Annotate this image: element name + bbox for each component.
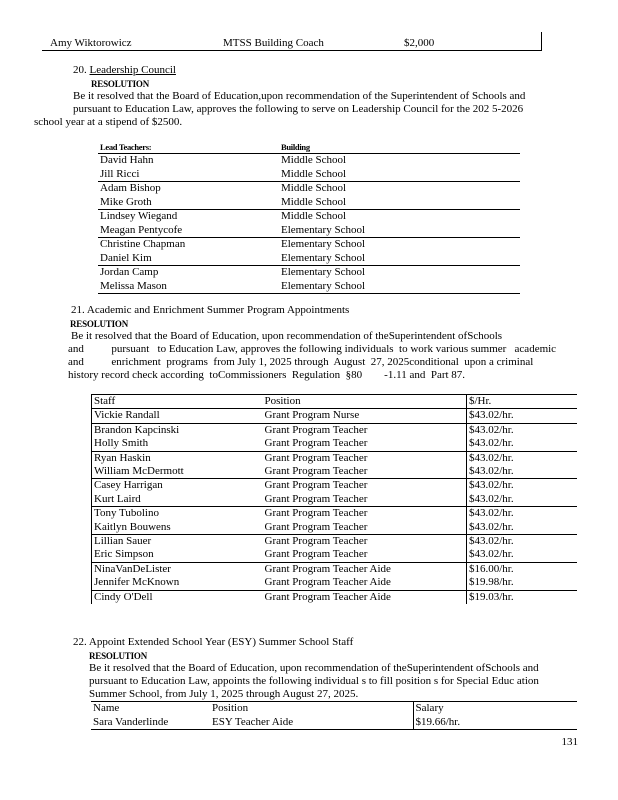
table-row bbox=[98, 266, 520, 280]
cell-staff: Brandon Kapcinski bbox=[94, 423, 180, 436]
table-header-row bbox=[92, 395, 578, 409]
cell-staff: Lillian Sauer bbox=[94, 535, 152, 548]
cell-position: Grant Program Teacher Aide bbox=[264, 562, 391, 575]
cell-position: ESY Teacher Aide bbox=[212, 715, 294, 728]
cell-name: Lindsey Wiegand bbox=[100, 210, 178, 222]
header-position: Position bbox=[263, 395, 467, 409]
section-20-heading bbox=[73, 64, 176, 78]
cell-building: Middle School bbox=[281, 154, 347, 166]
continuation-table-row bbox=[42, 36, 542, 51]
cell-rate: $43.02/hr. bbox=[467, 493, 578, 507]
cell-staff: Tony Tubolino bbox=[94, 507, 159, 520]
esy-staff-table bbox=[91, 701, 577, 730]
cell-rate: $43.02/hr. bbox=[467, 465, 578, 479]
cell-position: Grant Program Teacher Aide bbox=[263, 576, 467, 590]
table-row bbox=[92, 479, 578, 493]
cell-name: Christine Chapman bbox=[100, 238, 186, 250]
cell-building: Middle School bbox=[279, 196, 520, 210]
cell-building: Elementary School bbox=[281, 238, 366, 250]
cell-rate: $43.02/hr. bbox=[467, 423, 578, 437]
cell-rate: $43.02/hr. bbox=[467, 437, 578, 451]
leadership-council-table bbox=[98, 142, 520, 294]
section-number: 20. bbox=[73, 64, 87, 76]
cell-position: Grant Program Teacher bbox=[264, 423, 368, 436]
cell-position: Grant Program Teacher bbox=[263, 521, 467, 535]
cell-name: Meagan Pentycofe bbox=[98, 224, 279, 238]
cell-name: Melissa Mason bbox=[98, 280, 279, 294]
cell-rate: $43.02/hr. bbox=[467, 479, 578, 493]
resolution-text-line: history record check according toCommissioners Regulation §80 -1.11 and Part 87. bbox=[68, 369, 466, 381]
cell-name: Jill Ricci bbox=[98, 168, 279, 182]
header-lead-teachers: Lead Teachers: bbox=[98, 142, 279, 154]
section-22-heading: 22. Appoint Extended School Year (ESY) Summer School Staff bbox=[73, 636, 354, 648]
resolution-text-line: and pursuant to Education Law, approves the following individuals to work various summer academic bbox=[68, 343, 557, 355]
table-row bbox=[92, 451, 578, 465]
cell-staff: Eric Simpson bbox=[92, 548, 263, 562]
cell-position: Grant Program Teacher bbox=[263, 493, 467, 507]
cell-rate: $43.02/hr. bbox=[467, 535, 578, 549]
cell-building: Elementary School bbox=[279, 252, 520, 266]
table-header-row bbox=[98, 142, 520, 154]
page-number: 131 bbox=[561, 736, 578, 748]
cell-building: Elementary School bbox=[279, 280, 520, 294]
table-row bbox=[92, 409, 578, 423]
cell-staff: Jennifer McKnown bbox=[92, 576, 263, 590]
cell-staff: Casey Harrigan bbox=[94, 479, 163, 492]
cell-name: Jordan Camp bbox=[100, 266, 159, 278]
table-row bbox=[92, 521, 578, 535]
table-row bbox=[98, 238, 520, 252]
cell-position: Grant Program Teacher Aide bbox=[264, 590, 391, 603]
cell-rate: $43.02/hr. bbox=[467, 451, 578, 465]
header-staff: Staff bbox=[92, 395, 263, 409]
cell-staff: NinaVanDeLister bbox=[94, 562, 171, 575]
table-row bbox=[92, 423, 578, 437]
cell-building: Elementary School bbox=[281, 266, 366, 278]
cell-name: Adam Bishop bbox=[100, 182, 161, 194]
table-row bbox=[92, 493, 578, 507]
resolution-label: RESOLUTION bbox=[70, 318, 129, 330]
staff-position: MTSS Building Coach bbox=[223, 37, 324, 49]
header-position: Position bbox=[212, 702, 249, 714]
cell-position: Grant Program Teacher bbox=[264, 535, 368, 548]
staff-name: Amy Wiktorowicz bbox=[50, 37, 132, 49]
table-row bbox=[98, 280, 520, 294]
table-row bbox=[91, 716, 577, 730]
table-row bbox=[92, 437, 578, 451]
header-rate: $/Hr. bbox=[467, 395, 578, 409]
cell-position: Grant Program Teacher bbox=[264, 507, 368, 520]
cell-staff: Cindy O'Dell bbox=[94, 590, 153, 603]
table-row bbox=[98, 168, 520, 182]
table-row bbox=[92, 507, 578, 521]
cell-rate: $19.98/hr. bbox=[467, 576, 578, 590]
cell-staff: Holly Smith bbox=[92, 437, 263, 451]
cell-building: Middle School bbox=[279, 168, 520, 182]
table-row bbox=[92, 590, 578, 604]
cell-name: Sara Vanderlinde bbox=[93, 715, 169, 728]
table-header-row bbox=[91, 702, 577, 716]
table-row bbox=[98, 224, 520, 238]
resolution-text-line: Summer School, from July 1, 2025 through August 27, 2025. bbox=[89, 688, 359, 700]
header-name: Name bbox=[93, 702, 120, 714]
cell-rate: $43.02/hr. bbox=[467, 521, 578, 535]
resolution-text-line: pursuant to Education Law, approves the following to serve on Leadership Council for the 202 5-2026 bbox=[73, 103, 524, 115]
cell-position: Grant Program Teacher bbox=[264, 451, 368, 464]
cell-rate: $43.02/hr. bbox=[467, 507, 578, 521]
cell-position: Grant Program Teacher bbox=[264, 479, 368, 492]
table-row bbox=[98, 154, 520, 168]
cell-staff: William McDermott bbox=[92, 465, 263, 479]
cell-position: Grant Program Teacher bbox=[263, 437, 467, 451]
table-row bbox=[98, 210, 520, 224]
table-row bbox=[92, 576, 578, 590]
resolution-text-line: pursuant to Education Law, appoints the following individual s to fill position s for Special Educ ation bbox=[89, 675, 539, 687]
section-21-heading: 21. Academic and Enrichment Summer Program Appointments bbox=[71, 304, 350, 316]
cell-salary: $19.66/hr. bbox=[413, 716, 577, 730]
cell-position: Grant Program Nurse bbox=[263, 409, 467, 423]
table-row bbox=[92, 548, 578, 562]
summer-program-staff-table bbox=[91, 394, 577, 604]
cell-position: Grant Program Teacher bbox=[263, 465, 467, 479]
cell-staff: Kaitlyn Bouwens bbox=[92, 521, 263, 535]
cell-building: Middle School bbox=[281, 210, 347, 222]
resolution-text-line: Be it resolved that the Board of Education, upon recommendation of theSuperintendent ofSchools bbox=[71, 330, 503, 342]
cell-rate: $43.02/hr. bbox=[467, 409, 578, 423]
cell-building: Elementary School bbox=[279, 224, 520, 238]
cell-rate: $16.00/hr. bbox=[467, 562, 578, 576]
cell-name: Mike Groth bbox=[98, 196, 279, 210]
cell-position: Grant Program Teacher bbox=[263, 548, 467, 562]
resolution-text-line: Be it resolved that the Board of Education,upon recommendation of the Superintendent of Schools and bbox=[73, 90, 526, 102]
table-border bbox=[541, 32, 542, 50]
header-salary: Salary bbox=[413, 702, 577, 716]
table-row bbox=[92, 562, 578, 576]
section-title: Leadership Council bbox=[89, 64, 176, 76]
table-row bbox=[92, 465, 578, 479]
resolution-label: RESOLUTION bbox=[91, 78, 150, 90]
table-row bbox=[98, 196, 520, 210]
resolution-text-line: Be it resolved that the Board of Education, upon recommendation of theSuperintendent ofSchools and bbox=[89, 662, 539, 674]
cell-name: David Hahn bbox=[100, 154, 154, 166]
stipend-amount: $2,000 bbox=[404, 37, 435, 49]
cell-rate: $43.02/hr. bbox=[467, 548, 578, 562]
table-row bbox=[98, 182, 520, 196]
resolution-label: RESOLUTION bbox=[89, 650, 148, 662]
cell-name: Daniel Kim bbox=[98, 252, 279, 266]
header-building: Building bbox=[279, 142, 520, 154]
resolution-text-line: and enrichment programs from July 1, 2025 through August 27, 2025conditional upon a criminal bbox=[68, 356, 534, 368]
cell-rate: $19.03/hr. bbox=[467, 590, 578, 604]
table-row bbox=[92, 535, 578, 549]
cell-staff: Vickie Randall bbox=[92, 409, 263, 423]
resolution-text-line: school year at a stipend of $2500. bbox=[34, 116, 183, 128]
table-row bbox=[98, 252, 520, 266]
cell-staff: Ryan Haskin bbox=[94, 451, 151, 464]
cell-staff: Kurt Laird bbox=[92, 493, 263, 507]
cell-building: Middle School bbox=[281, 182, 347, 194]
